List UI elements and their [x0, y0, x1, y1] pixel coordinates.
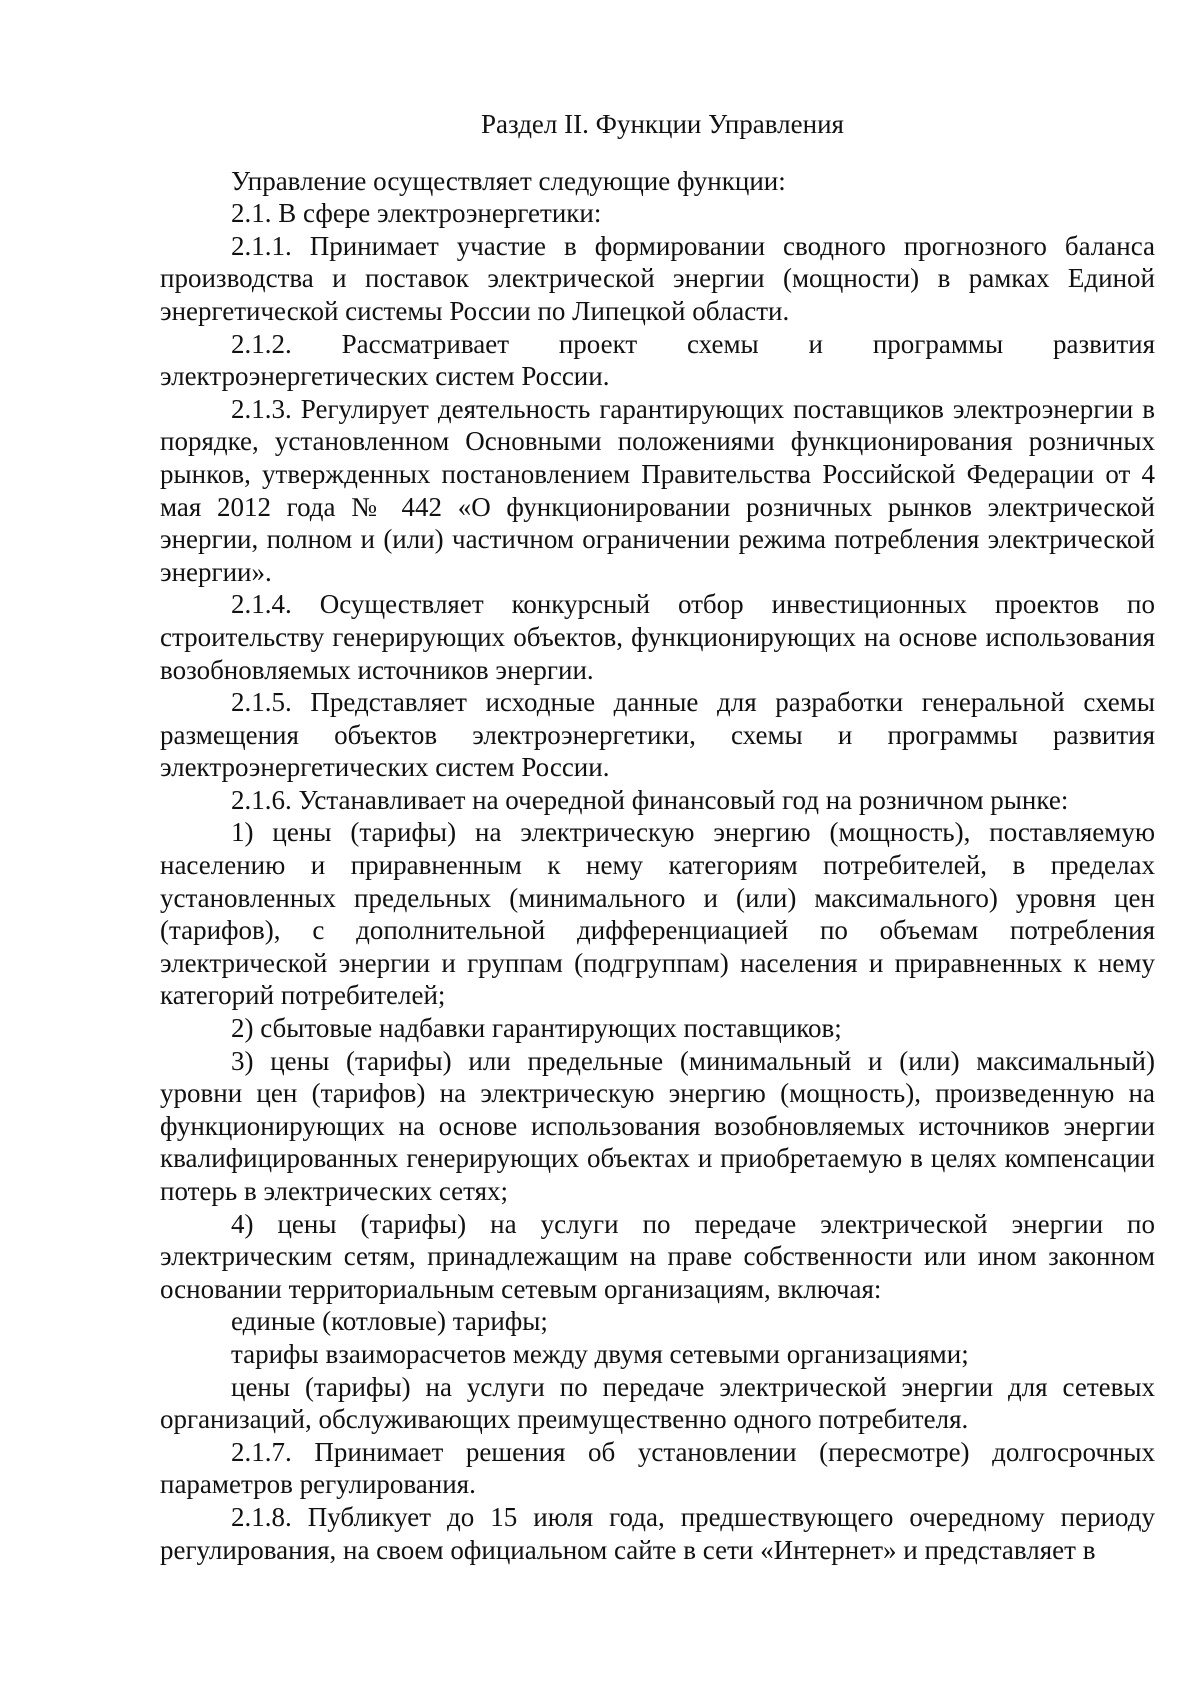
list-item-4: 4) цены (тарифы) на услуги по передаче электрической энергии по электрическим сетям, принадлежащим на праве собственности или ином законном основании территориальным сетевым организациям, включая: [160, 1208, 1155, 1304]
paragraph-2-1-8: 2.1.8. Публикует до 15 июля года, предшествующего очередному периоду регулирования, на своем официальном сайте в сети «Интернет» и представляет в [160, 1501, 1155, 1565]
paragraph-2-1-4: 2.1.4. Осуществляет конкурсный отбор инвестиционных проектов по строительству генерирующих объектов, функционирующих на основе использования возобновляемых источников энергии. [160, 589, 1155, 685]
paragraph-2-1-5: 2.1.5. Представляет исходные данные для разработки генеральной схемы размещения объектов электроэнергетики, схемы и программы развития электроэнергетических систем России. [160, 687, 1155, 783]
list-item-3: 3) цены (тарифы) или предельные (минимальный и (или) максимальный) уровни цен (тарифов) на электрическую энергию (мощность), произведенную на функционирующих на основе использования возобновляемых источников энергии квалифицированных генерирующих объектах и приобретаемую в целях компенсации потерь в электрических сетях; [160, 1045, 1155, 1206]
list-item-1: 1) цены (тарифы) на электрическую энергию (мощность), поставляемую населению и приравненным к нему категориям потребителей, в пределах установленных предельных (минимального и (или) максимального) уровня цен (тарифов), с дополнительной дифференциацией по объемам потребления электрической энергии и группам (подгруппам) населения и приравненных к нему категорий потребителей; [160, 817, 1155, 1011]
paragraph-2-1-7: 2.1.7. Принимает решения об установлении (пересмотре) долгосрочных параметров регулирования. [160, 1436, 1155, 1500]
document-page [160, 108, 1155, 1566]
list-item-2: 2) сбытовые надбавки гарантирующих поставщиков; [231, 1013, 842, 1044]
paragraph-2-1-6: 2.1.6. Устанавливает на очередной финансовый год на розничном рынке: [231, 784, 1069, 815]
paragraph-2-1-1: 2.1.1. Принимает участие в формировании сводного прогнозного баланса производства и поставок электрической энергии (мощности) в рамках Единой энергетической системы России по Липецкой области. [160, 230, 1155, 326]
section-title: Раздел II. Функции Управления [481, 109, 844, 139]
paragraph-2-1: 2.1. В сфере электроэнергетики: [231, 198, 602, 229]
paragraph-2-1-2: 2.1.2. Рассматривает проект схемы и программы развития электроэнергетических систем России. [160, 328, 1155, 392]
list-item-4-tariffs-unified: единые (котловые) тарифы; [231, 1306, 548, 1337]
list-item-4-tariffs-mutual: тарифы взаиморасчетов между двумя сетевыми организациями; [231, 1338, 969, 1369]
paragraph-intro: Управление осуществляет следующие функции: [231, 165, 786, 196]
paragraph-2-1-3: 2.1.3. Регулирует деятельность гарантирующих поставщиков электроэнергии в порядке, установленном Основными положениями функционирования розничных рынков, утвержденных постановлением Правительства Российской Федерации от 4 мая 2012 года № 442 «О функционировании розничных рынков электрической энергии, полном и (или) частичном ограничении режима потребления электрической энергии». [160, 393, 1155, 587]
list-item-4-tariffs-single: цены (тарифы) на услуги по передаче электрической энергии для сетевых организаций, обслуживающих преимущественно одного потребителя. [160, 1371, 1155, 1435]
